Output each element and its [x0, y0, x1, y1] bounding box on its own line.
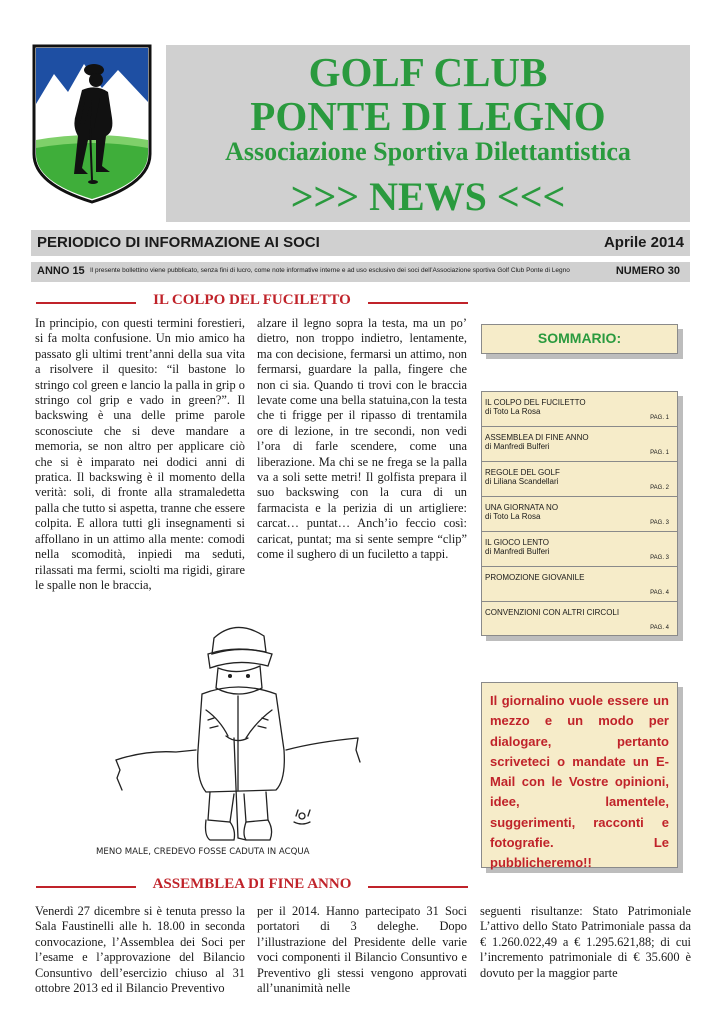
toc-item[interactable] — [482, 462, 677, 497]
masthead-title-line1: GOLF CLUB — [308, 49, 548, 95]
toc-item-page: PAG. 1 — [650, 450, 669, 456]
toc-item[interactable] — [482, 567, 677, 602]
issue-date: Aprile 2014 — [603, 234, 684, 251]
masthead-subtitle: Associazione Sportiva Dilettantistica — [225, 137, 631, 166]
cartoon-caption: MENO MALE, CREDEVO FOSSE CADUTA IN ACQUA — [96, 847, 310, 857]
issue-bar — [31, 262, 690, 282]
toc-item-page: PAG. 3 — [650, 520, 669, 526]
toc-item-author: di Manfredi Bulferi — [485, 442, 550, 451]
toc-item-title: CONVENZIONI CON ALTRI CIRCOLI — [485, 608, 620, 617]
article2-column3: seguenti risultanze: Stato Patrimoniale L’attivo dello Stato Patrimoniale passa da € 1.260.022,49 a € 1.295.621,88; di cui l’incremento patrimoniale di € 35.600 è dovuto per la maggior parte — [480, 904, 691, 980]
callout-text — [490, 691, 669, 874]
article2-title: ASSEMBLEA DI FINE ANNO — [152, 876, 352, 892]
toc-item-author: di Manfredi Bulferi — [485, 547, 550, 556]
article1-title: IL COLPO DEL FUCILETTO — [153, 292, 351, 308]
heading-rule-right — [368, 886, 468, 888]
golfer-cartoon — [96, 610, 366, 860]
toc-item-title: UNA GIORNATA NO — [485, 503, 559, 512]
sommario-title: SOMMARIO: — [537, 330, 622, 346]
sommario-header — [481, 324, 678, 354]
table-of-contents — [481, 391, 678, 636]
callout-body: Il giornalino vuole essere un mezzo e un modo per dialogare, pertanto scriveteci o mandate un E-Mail con le Vostre opinioni, idee, lamentele, suggerimenti, racconti e fotografie. Le — [490, 693, 669, 851]
article2-heading — [36, 876, 468, 898]
masthead — [166, 45, 690, 222]
publication-notice: Il presente bollettino viene pubblicato, senza fini di lucro, come note informative interne e ad uso esclusivo dei soci dell’Associazione sportiva Golf Club Ponte di Legno — [90, 267, 570, 274]
toc-item-page: PAG. 1 — [650, 415, 669, 421]
toc-item-author: di Liliana Scandellari — [485, 477, 559, 486]
masthead-title-line2: PONTE DI LEGNO — [250, 93, 606, 139]
golf-club-logo — [32, 44, 152, 204]
article1-column1: In principio, con questi termini forestieri, si fa molta confusione. Un mio amico ha passato gli ultimi trent’anni della sua vita a risolvere il quesito: “il bastone lo stringo col green e lancio la palla in grip o stringo col grip e vado in green?”. Il backswing è una delle prime parole sconosciute che si deve mandare a memoria, se non altro per applicare ciò che si è imparato nei dodici anni di pratica. Il backswing è il momento della verità: soli, di fronte alla stramaledetta palla che tutto si aspetta, tranne che essere colpita. E allora tutti gli insegnamenti si affollano in un attimo alla mente: comodi nella scomodità, inpiedi ma seduti, rilassati ma fermi, sciolti ma rigidi, girare le spalle non le braccia, — [35, 316, 245, 592]
contact-callout — [481, 682, 678, 871]
article1-heading — [36, 292, 468, 314]
toc-item-author: di Toto La Rosa — [485, 512, 541, 521]
toc-item-title: PROMOZIONE GIOVANILE — [485, 573, 585, 582]
issue-year: ANNO 15 — [37, 265, 85, 277]
periodical-label: PERIODICO DI INFORMAZIONE AI SOCI — [37, 234, 320, 251]
article1-column2: alzare il legno sopra la testa, ma un po’ dietro, non troppo indietro, lentamente, ma con decisione, fermarsi un attimo, non fermarsi, guardare la palla, fingere che non ci sia. Quando ti trovi con le braccia levate come una bella statuina,con la testa che ti frigge per il ripasso di trentamila ore di lezione, in tre secondi, non vedi l’ora di farle scendere, come una liberazione. Ma chi se ne frega se la palla va a soli sette metri! Il golfista prepara il suo backswing con la cura di un farmacista e la perizia di un artigliere: carcat… puntat… Anch’io feccio così: caricat, puntat; ma si sente sempre “clip” come il sughero di un fuciletto a tappi. — [257, 316, 467, 562]
info-bar — [31, 230, 690, 256]
toc-item-author: di Toto La Rosa — [485, 407, 541, 416]
masthead-news: >>> NEWS <<< — [290, 174, 566, 219]
toc-item[interactable] — [482, 602, 677, 637]
callout-closing: pubblicheremo!! — [490, 855, 592, 871]
article2-column1: Venerdì 27 dicembre si è tenuta presso la Sala Faustinelli alle h. 18.00 in seconda convocazione, l’Assemblea dei Soci per l’esame e l’approvazione del Bilancio Consuntivo dell’esercizio chiuso al 31 ottobre 2013 ed il Bilancio Preventivo — [35, 904, 245, 996]
toc-item[interactable] — [482, 392, 677, 427]
toc-item-page: PAG. 2 — [650, 485, 669, 491]
toc-item-title: IL COLPO DEL FUCILETTO — [485, 398, 586, 407]
issue-number: NUMERO 30 — [615, 265, 680, 277]
toc-item-title: ASSEMBLEA DI FINE ANNO — [485, 433, 589, 442]
article2-column2: per il 2014. Hanno partecipato 31 Soci portatori di 3 deleghe. Dopo l’illustrazione del Presidente delle varie voci componenti il Bilancio Consuntivo e Preventivo gli stessi vengono approvati all’unanimità nelle — [257, 904, 467, 996]
toc-item[interactable] — [482, 427, 677, 462]
toc-item-page: PAG. 4 — [650, 590, 669, 596]
toc-item-title: IL GIOCO LENTO — [485, 538, 550, 547]
toc-item-page: PAG. 4 — [650, 625, 669, 631]
toc-item-page: PAG. 3 — [650, 555, 669, 561]
toc-item[interactable] — [482, 497, 677, 532]
toc-item[interactable] — [482, 532, 677, 567]
toc-item-title: REGOLE DEL GOLF — [485, 468, 560, 477]
heading-rule-right — [368, 302, 468, 304]
